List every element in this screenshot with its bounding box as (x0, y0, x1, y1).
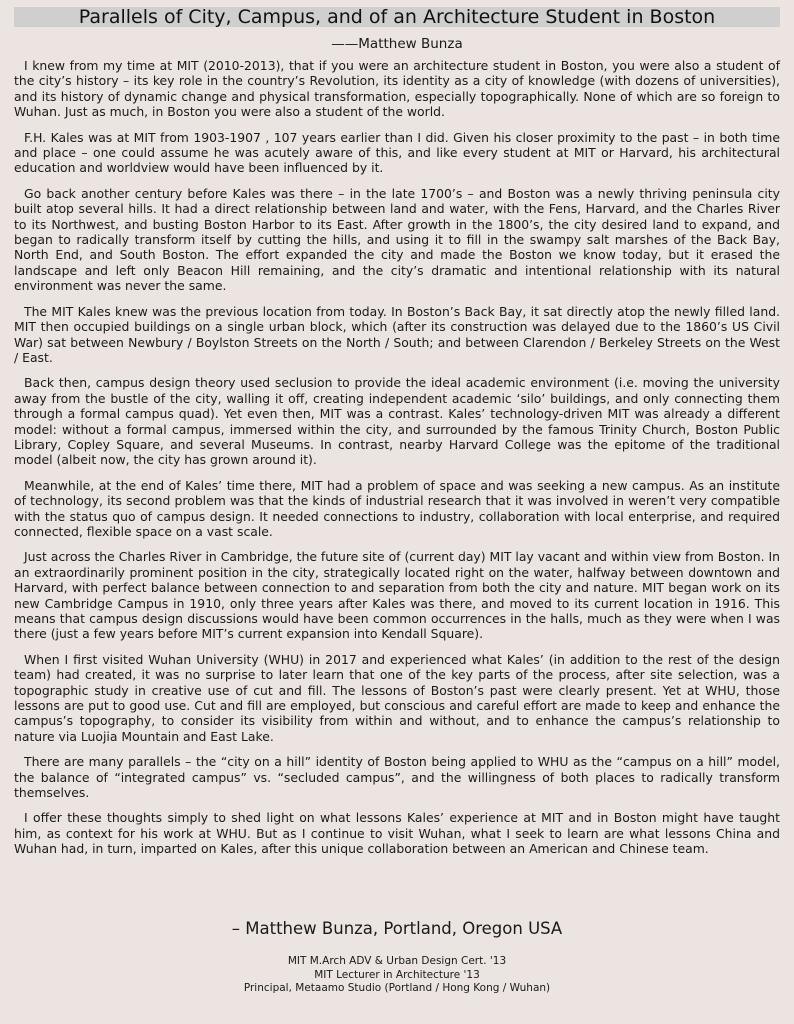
paragraph: Go back another century before Kales was there – in the late 1700’s – and Boston was a newly thriving peninsula city built atop several hills. It had a direct relationship between land and water, with the Fens, Harvard, and the Charles River to its Northwest, and busting Boston Harbor to its East. After growth in the 1800’s, the city desired land to expand, and began to radically transform itself by cutting the hills, and using it to fill in the swampy salt marshes of the Back Bay, North End, and South Boston. The effort expanded the city and made the Boston we know today, but it erased the landscape and left only Beacon Hill remaining, and the city’s dramatic and intentional relationship with its natural environment was never the same. (14, 185, 780, 294)
paragraph: Just across the Charles River in Cambridge, the future site of (current day) MIT lay vacant and within view from Boston. In an extraordinarily prominent position in the city, strategically located right on the water, halfway between downtown and Harvard, with perfect balance between connection to and separation from both the city and nature. MIT began work on its new Cambridge Campus in 1910, only three years after Kales was there, and moved to its current location in 1916. This means that campus design discussions would have been common occurrences in the halls, much as they were when I was there (just a few years before MIT’s current expansion into Kendall Square). (14, 549, 780, 642)
paragraph: F.H. Kales was at MIT from 1903-1907 , 107 years earlier than I did. Given his closer proximity to the past – in both time and place – one could assume he was acutely aware of this, and like every student at MIT or Harvard, his architectural education and worldview would have been influenced by it. (14, 129, 780, 176)
paragraph: Meanwhile, at the end of Kales’ time there, MIT had a problem of space and was seeking a new campus. As an institute of technology, its second problem was that the kinds of industrial research that it was involved in weren’t very compatible with the status quo of campus design. It needed connections to industry, collaboration with local enterprise, and required connected, flexible space on a vast scale. (14, 477, 780, 539)
author-byline: ——Matthew Bunza (331, 36, 463, 52)
paragraph: Back then, campus design theory used seclusion to provide the ideal academic environment (i.e. moving the university away from the bustle of the city, walling it off, creating independent academic ‘silo’ buildings, and only connecting them through a formal campus quad). Yet even then, MIT was a contrast. Kales’ technology-driven MIT was already a different model: without a formal campus, immersed within the city, and surrounded by the famous Trinity Church, Boston Public Library, Copley Square, and several Museums. In contrast, nearby Harvard College was the epitome of the traditional model (albeit now, the city has grown around it). (14, 375, 780, 468)
paragraph: I knew from my time at MIT (2010-2013), that if you were an architecture student in Boston, you were also a student of the city’s history – its key role in the country’s Revolution, its identity as a city of knowledge (with dozens of universities), and its history of dynamic change and physical transformation, especially topographically. None of which are so foreign to Wuhan. Just as much, in Boston you were also a student of the world. (14, 58, 780, 120)
credential-line: MIT M.Arch ADV & Urban Design Cert. '13 (287, 955, 507, 967)
credential-line: Principal, Metaamo Studio (Portland / Hong Kong / Wuhan) (243, 982, 551, 994)
article-body (14, 58, 780, 867)
credential-line: MIT Lecturer in Architecture '13 (314, 968, 480, 981)
page-title: Parallels of City, Campus, and of an Architecture Student in Boston (78, 6, 716, 28)
paragraph: There are many parallels – the “city on a hill” identity of Boston being applied to WHU as the “campus on a hill” model, the balance of “integrated campus” vs. “secluded campus”, and the willingness of both places to radically transform themselves. (14, 754, 780, 801)
paragraph: When I first visited Wuhan University (WHU) in 2017 and experienced what Kales’ (in addition to the rest of the design team) had created, it was no surprise to later learn that one of the key parts of the process, after site selection, was a topographic study in creative use of cut and fill. The lessons of Boston’s past were clearly present. Yet at WHU, those lessons are put to good use. Cut and fill are employed, but conscious and careful effort are made to keep and enhance the campus’s topography, to consider its visibility from within and without, and to enhance the campus’s relationship to nature via Luojia Mountain and East Lake. (14, 651, 780, 744)
paragraph: I offer these thoughts simply to shed light on what lessons Kales’ experience at MIT and in Boston might have taught him, as context for his work at WHU. But as I continue to visit Wuhan, what I seek to learn are what lessons China and Wuhan had, in turn, imparted on Kales, after this unique collaboration between an American and Chinese team. (14, 810, 780, 857)
paragraph: The MIT Kales knew was the previous location from today. In Boston’s Back Bay, it sat directly atop the newly filled land. MIT then occupied buildings on a single urban block, which (after its construction was delayed due to the 1860’s US Civil War) sat between Newbury / Boylston Streets on the North / South; and between Clarendon / Berkeley Streets on the West / East. (14, 303, 780, 365)
author-credentials (0, 955, 794, 996)
signature: – Matthew Bunza, Portland, Oregon USA (231, 919, 563, 938)
